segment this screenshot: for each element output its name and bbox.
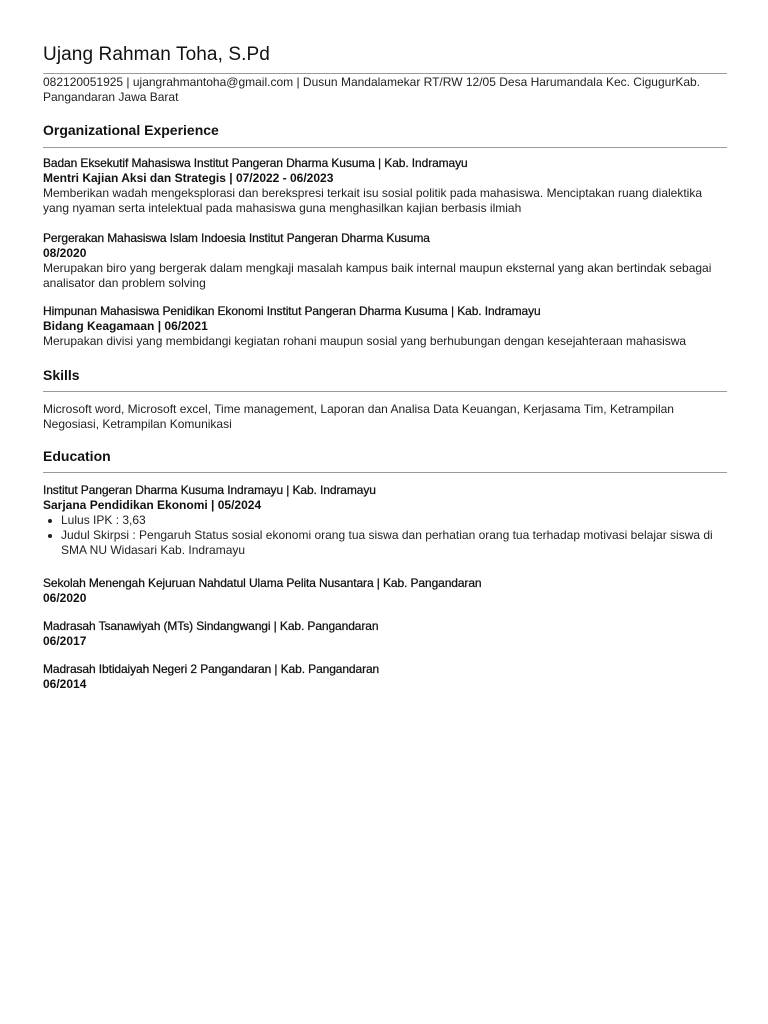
education-school: Institut Pangeran Dharma Kusuma Indramayu | Kab. Indramayu (43, 483, 376, 497)
section-divider (43, 147, 727, 148)
bullet-icon (48, 534, 52, 538)
education-item (43, 483, 727, 558)
experience-role: Mentri Kajian Aksi dan Strategis | 07/2022 - 06/2023 (43, 171, 334, 185)
header-divider (43, 73, 727, 74)
experience-role: 08/2020 (43, 246, 87, 260)
education-item (43, 576, 727, 606)
section-divider (43, 472, 727, 473)
experience-description: Merupakan divisi yang membidangi kegiatan rohani maupun sosial yang berhubungan dengan kesejahteraan mahasiswa (43, 334, 687, 348)
experience-item (43, 304, 727, 349)
experience-item (43, 156, 727, 216)
experience-description: Merupakan biro yang bergerak dalam mengkaji masalah kampus baik internal maupun eksternal yang akan bertindak sebagai analisator dan problem solving (43, 261, 712, 290)
education-school: Sekolah Menengah Kejuruan Nahdatul Ulama Pelita Nusantara | Kab. Pangandaran (43, 576, 482, 590)
section-title-skills: Skills (43, 367, 80, 383)
experience-organization: Pergerakan Mahasiswa Islam Indoesia Institut Pangeran Dharma Kusuma (43, 231, 430, 245)
skills-list (43, 402, 727, 432)
section-title-organizational-experience: Organizational Experience (43, 122, 219, 138)
education-detail: Sarjana Pendidikan Ekonomi | 05/2024 (43, 498, 262, 512)
experience-role: Bidang Keagamaan | 06/2021 (43, 319, 208, 333)
contact-info: 082120051925 | ujangrahmantoha@gmail.com | Dusun Mandalamekar RT/RW 12/05 Desa Harumandala Kec. CigugurKab. Pangandaran Jawa Barat (43, 75, 701, 104)
education-school: Madrasah Tsanawiyah (MTs) Sindangwangi | Kab. Pangandaran (43, 619, 379, 633)
education-detail: 06/2014 (43, 677, 87, 691)
education-detail: 06/2017 (43, 634, 87, 648)
list-item: Judul Skirpsi : Pengaruh Status sosial ekonomi orang tua siswa dan perhatian orang tua terhadap motivasi belajar siswa di SMA NU Widasari Kab. Indramayu (43, 528, 727, 558)
experience-description: Memberikan wadah mengeksplorasi dan berekspresi terkait isu sosial politik pada mahasiswa. Menciptakan ruang dialektika yang nyaman serta intelektual pada mahasiswa guna menghasilkan kajian berbasis ilmiah (43, 186, 703, 215)
education-item (43, 619, 727, 649)
skills-text: Microsoft word, Microsoft excel, Time management, Laporan dan Analisa Data Keuangan, Kerjasama Tim, Ketrampilan Negosiasi, Ketrampilan Komunikasi (43, 402, 674, 431)
education-bullets (43, 513, 727, 558)
bullet-icon (48, 519, 52, 523)
education-item (43, 662, 727, 692)
section-title-education: Education (43, 448, 111, 464)
education-school: Madrasah Ibtidaiyah Negeri 2 Pangandaran | Kab. Pangandaran (43, 662, 380, 676)
experience-item (43, 231, 727, 291)
education-detail: 06/2020 (43, 591, 87, 605)
experience-organization: Himpunan Mahasiswa Penidikan Ekonomi Institut Pangeran Dharma Kusuma | Kab. Indramayu (43, 304, 541, 318)
list-item: Lulus IPK : 3,63 (43, 513, 727, 528)
section-divider (43, 391, 727, 392)
experience-organization: Badan Eksekutif Mahasiswa Institut Pangeran Dharma Kusuma | Kab. Indramayu (43, 156, 468, 170)
candidate-name: Ujang Rahman Toha, S.Pd (43, 44, 270, 65)
